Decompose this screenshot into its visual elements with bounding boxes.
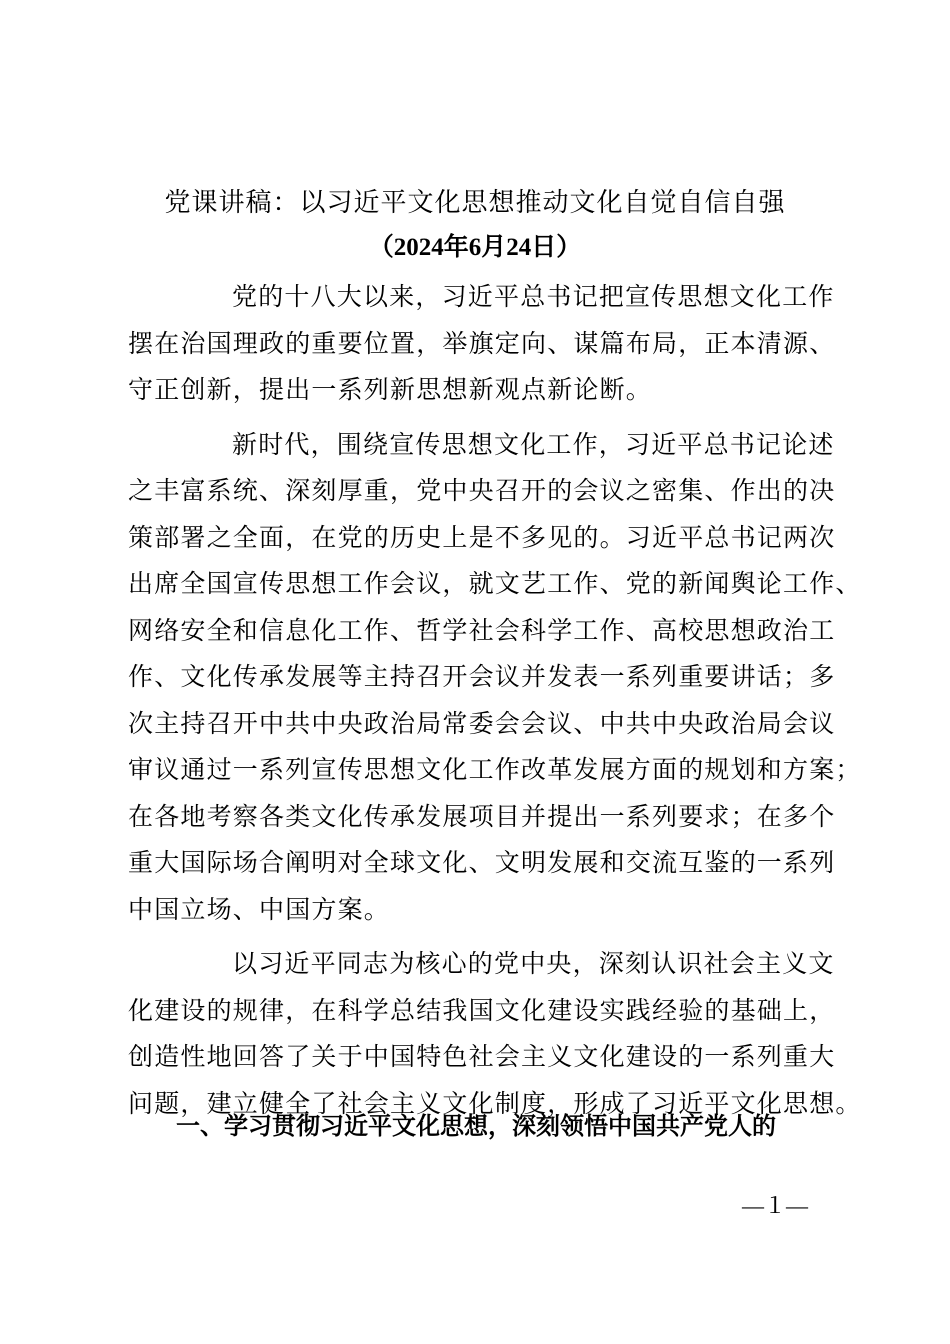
paragraph-2 — [128, 422, 862, 934]
document-body — [128, 274, 862, 1135]
paragraph-line: 作、文化传承发展等主持召开会议并发表一系列重要讲话；多 — [128, 662, 836, 691]
paragraph-3 — [128, 941, 862, 1127]
document-title: 党课讲稿：以习近平文化思想推动文化自觉自信自强 — [164, 188, 786, 218]
paragraph-line: 问题，建立健全了社会主义文化制度，形成了习近平文化思想。 — [128, 1088, 862, 1118]
paragraph-line: 之丰富系统、深刻厚重，党中央召开的会议之密集、作出的决 — [128, 476, 836, 505]
paragraph-line: 守正创新，提出一系列新思想新观点新论断。 — [128, 375, 653, 404]
page-number: —１— — [741, 1193, 808, 1218]
section-heading: 一、学习贯彻习近平文化思想，深刻领悟中国共产党人的 — [176, 1112, 776, 1140]
paragraph-line: 出席全国宣传思想工作会议，就文艺工作、党的新闻舆论工作、 — [128, 569, 862, 598]
paragraph-line: 摆在治国理政的重要位置，举旗定向、谋篇布局，正本清源、 — [128, 328, 836, 358]
paragraph-1 — [128, 274, 836, 414]
paragraph-line: 创造性地回答了关于中国特色社会主义文化建设的一系列重大 — [128, 1042, 836, 1071]
paragraph-line: 以习近平同志为核心的党中央，深刻认识社会主义文 — [232, 949, 835, 978]
paragraph-line: 化建设的规律，在科学总结我国文化建设实践经验的基础上， — [128, 995, 836, 1025]
paragraph-line: 次主持召开中共中央政治局常委会会议、中共中央政治局会议 — [128, 708, 836, 738]
paragraph-line: 策部署之全面，在党的历史上是不多见的。习近平总书记两次 — [128, 522, 836, 552]
paragraph-line: 审议通过一系列宣传思想文化工作改革发展方面的规划和方案； — [128, 755, 862, 784]
paragraph-line: 中国立场、中国方案。 — [128, 894, 391, 924]
document-date: （2024年6月24日） — [368, 234, 582, 261]
paragraph-line: 网络安全和信息化工作、哲学社会科学工作、高校思想政治工 — [128, 615, 836, 645]
paragraph-line: 党的十八大以来，习近平总书记把宣传思想文化工作 — [232, 282, 835, 311]
paragraph-line: 在各地考察各类文化传承发展项目并提出一系列要求；在多个 — [128, 801, 836, 831]
paragraph-line: 重大国际场合阐明对全球文化、文明发展和交流互鉴的一系列 — [128, 848, 836, 877]
paragraph-line: 新时代，围绕宣传思想文化工作，习近平总书记论述 — [232, 429, 835, 459]
